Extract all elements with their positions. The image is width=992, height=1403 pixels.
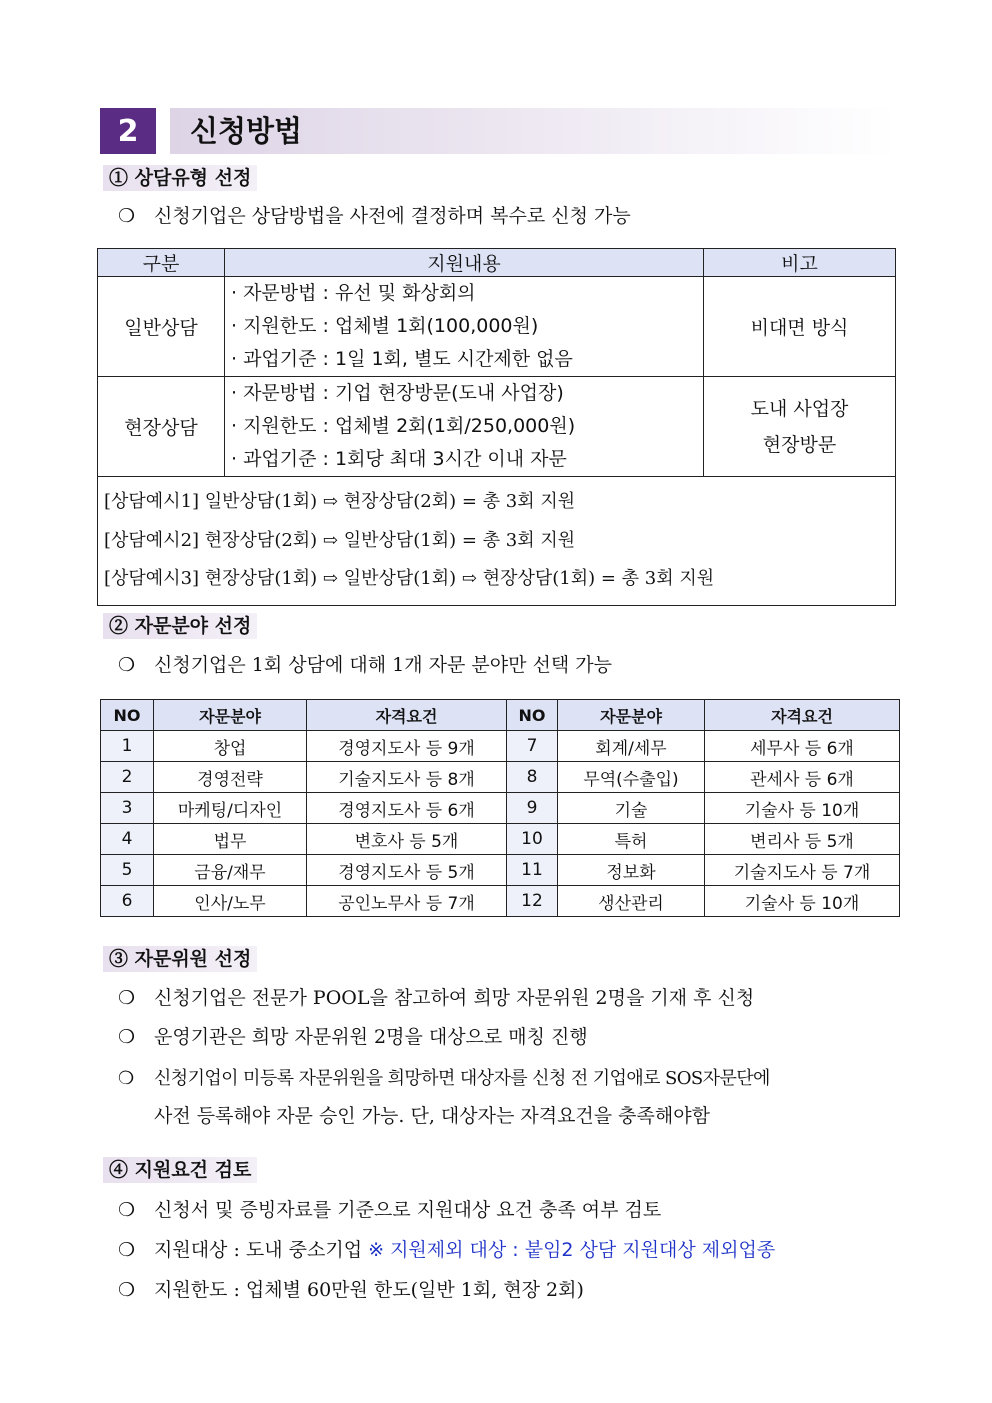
note-line: 도내 사업장 <box>750 397 849 420</box>
section3-bullet-1 <box>118 985 754 1011</box>
table-row <box>101 886 900 917</box>
section1-bullet <box>118 203 631 229</box>
content-line: · 자문방법 : 기업 현장방문(도내 사업장) <box>231 382 564 404</box>
example-line: [상담예시2] 현장상담(2회) ⇨ 일반상담(1회) = 총 3회 지원 <box>104 529 576 551</box>
table-cell: 관세사 등 6개 <box>705 762 900 793</box>
bullet-text: 신청기업은 1회 상담에 대해 1개 자문 분야만 선택 가능 <box>154 654 612 676</box>
header-cell: 지원내용 <box>225 249 704 277</box>
header-cell: 자문분야 <box>154 700 307 731</box>
note-line: 현장방문 <box>762 433 837 456</box>
table-row <box>101 731 900 762</box>
bullet-text: 신청기업이 미등록 자문위원을 희망하면 대상자를 신청 전 기업애로 SOS자문단에 <box>154 1068 770 1089</box>
content-line: · 과업기준 : 1일 1회, 별도 시간제한 없음 <box>231 348 573 370</box>
advisory-field-table <box>100 699 900 917</box>
content-cell <box>225 277 704 377</box>
table-cell: 금융/재무 <box>154 855 307 886</box>
table-cell: 8 <box>507 762 558 793</box>
section4-bullet-1 <box>118 1197 661 1223</box>
header-cell: NO <box>101 700 154 731</box>
section4-bullet-3 <box>118 1277 584 1303</box>
table-header-row <box>101 700 900 731</box>
bullet-circle-icon: ❍ <box>118 1199 136 1221</box>
table-cell: 9 <box>507 793 558 824</box>
table-cell: 경영전략 <box>154 762 307 793</box>
bullet-circle-icon: ❍ <box>118 654 136 676</box>
table-cell: 경영지도사 등 5개 <box>307 855 507 886</box>
bullet-text: 신청기업은 상담방법을 사전에 결정하며 복수로 신청 가능 <box>154 205 631 227</box>
table-cell: 3 <box>101 793 154 824</box>
table-cell: 5 <box>101 855 154 886</box>
table-row <box>98 377 896 477</box>
examples-row <box>98 477 896 606</box>
bullet-text: 운영기관은 희망 자문위원 2명을 대상으로 매칭 진행 <box>154 1026 588 1048</box>
section4-title: ④ 지원요건 검토 <box>103 1157 257 1183</box>
table-cell: 12 <box>507 886 558 917</box>
table-cell: 법무 <box>154 824 307 855</box>
section3-title: ③ 자문위원 선정 <box>103 946 257 972</box>
example-line: [상담예시1] 일반상담(1회) ⇨ 현장상담(2회) = 총 3회 지원 <box>104 491 576 512</box>
table-cell: 생산관리 <box>558 886 705 917</box>
table-cell: 공인노무사 등 7개 <box>307 886 507 917</box>
table-row <box>101 762 900 793</box>
section4-bullet-2 <box>118 1237 775 1263</box>
table-cell: 경영지도사 등 6개 <box>307 793 507 824</box>
table-row <box>98 277 896 377</box>
header-cell: 구분 <box>98 249 225 277</box>
section2-title: ② 자문분야 선정 <box>103 613 257 639</box>
table-cell: 10 <box>507 824 558 855</box>
bullet-circle-icon: ❍ <box>118 1068 134 1089</box>
table-cell: 인사/노무 <box>154 886 307 917</box>
table-cell: 무역(수출입) <box>558 762 705 793</box>
note-cell <box>704 377 896 477</box>
bullet-text: 신청기업은 전문가 POOL을 참고하여 희망 자문위원 2명을 기재 후 신청 <box>154 987 755 1009</box>
table-cell: 창업 <box>154 731 307 762</box>
header-cell: NO <box>507 700 558 731</box>
table-cell: 1 <box>101 731 154 762</box>
content-cell <box>225 377 704 477</box>
table-cell: 11 <box>507 855 558 886</box>
table-cell: 7 <box>507 731 558 762</box>
table-cell: 기술 <box>558 793 705 824</box>
table-cell: 변리사 등 5개 <box>705 824 900 855</box>
table-cell: 특허 <box>558 824 705 855</box>
table-row <box>101 855 900 886</box>
table-cell: 마케팅/디자인 <box>154 793 307 824</box>
section2-bullet <box>118 652 612 678</box>
content-line: · 지원한도 : 업체별 1회(100,000원) <box>231 315 539 337</box>
table-row <box>101 824 900 855</box>
content-line: · 자문방법 : 유선 및 화상회의 <box>231 282 476 304</box>
table-cell: 4 <box>101 824 154 855</box>
table-cell: 기술사 등 10개 <box>705 793 900 824</box>
table-cell: 2 <box>101 762 154 793</box>
example-line: [상담예시3] 현장상담(1회) ⇨ 일반상담(1회) ⇨ 현장상담(1회) = 총 3회 지원 <box>104 568 715 589</box>
bullet-circle-icon: ❍ <box>118 987 136 1009</box>
table-cell: 기술사 등 10개 <box>705 886 900 917</box>
section3-continuation: 사전 등록해야 자문 승인 가능. 단, 대상자는 자격요건을 충족해야함 <box>154 1105 710 1127</box>
section1-title: ① 상담유형 선정 <box>103 165 257 191</box>
table-cell: 정보화 <box>558 855 705 886</box>
bullet-text: 신청서 및 증빙자료를 기준으로 지원대상 요건 충족 여부 검토 <box>154 1199 662 1221</box>
table-cell: 기술지도사 등 7개 <box>705 855 900 886</box>
type-cell: 현장상담 <box>98 377 225 477</box>
table-cell: 경영지도사 등 9개 <box>307 731 507 762</box>
header-cell: 자격요건 <box>705 700 900 731</box>
content-line: · 지원한도 : 업체별 2회(1회/250,000원) <box>231 415 576 437</box>
table-cell: 변호사 등 5개 <box>307 824 507 855</box>
bullet-circle-icon: ❍ <box>118 1026 136 1048</box>
table-cell: 기술지도사 등 8개 <box>307 762 507 793</box>
section-number-box: 2 <box>100 108 156 154</box>
bullet-circle-icon: ❍ <box>118 1279 136 1301</box>
table-header-row <box>98 249 896 277</box>
table-cell: 회계/세무 <box>558 731 705 762</box>
bullet-text: 지원한도 : 업체별 60만원 한도(일반 1회, 현장 2회) <box>154 1279 584 1301</box>
header-cell: 자문분야 <box>558 700 705 731</box>
examples-cell <box>98 477 896 606</box>
note-line: 비대면 방식 <box>750 317 849 339</box>
exclusion-note: ※ 지원제외 대상 : 붙임2 상담 지원대상 제외업종 <box>368 1239 776 1261</box>
bullet-text: 지원대상 : 도내 중소기업 <box>154 1239 369 1261</box>
page-title: 신청방법 <box>190 114 303 148</box>
consult-type-table <box>97 248 896 606</box>
bullet-circle-icon: ❍ <box>118 1239 136 1261</box>
content-line: · 과업기준 : 1회당 최대 3시간 이내 자문 <box>231 448 567 470</box>
section3-bullet-3 <box>118 1066 770 1092</box>
header-cell: 비고 <box>704 249 896 277</box>
header-cell: 자격요건 <box>307 700 507 731</box>
table-cell: 6 <box>101 886 154 917</box>
bullet-circle-icon: ❍ <box>118 205 136 227</box>
table-cell: 세무사 등 6개 <box>705 731 900 762</box>
table-row <box>101 793 900 824</box>
note-cell <box>704 277 896 377</box>
type-cell: 일반상담 <box>98 277 225 377</box>
section3-bullet-2 <box>118 1024 588 1050</box>
